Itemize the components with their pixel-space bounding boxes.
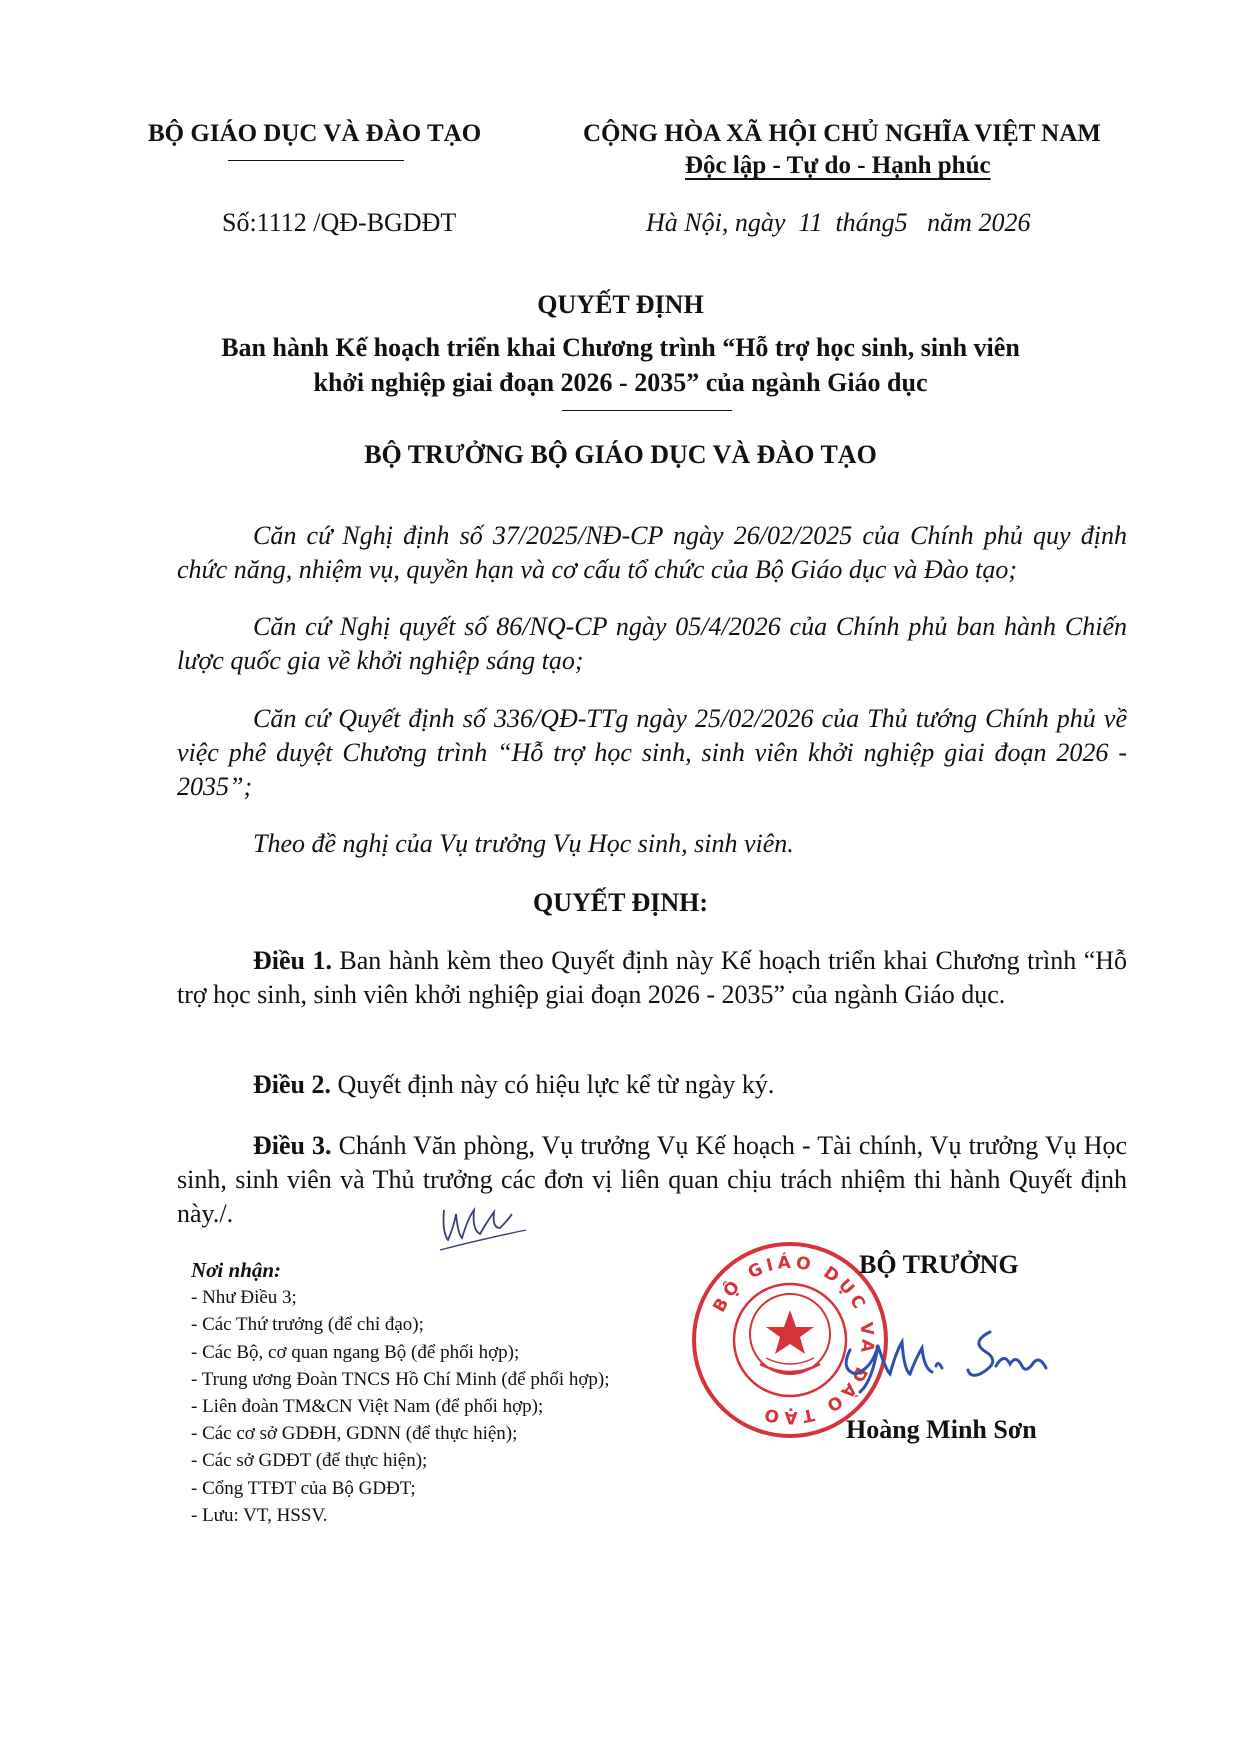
- article-2-text: Quyết định này có hiệu lực kể từ ngày ký.: [331, 1070, 775, 1099]
- recipient-item: - Liên đoàn TM&CN Việt Nam (để phối hợp);: [191, 1396, 544, 1418]
- legal-basis-3: Căn cứ Quyết định số 336/QĐ-TTg ngày 25/02/2026 của Thủ tướng Chính phủ về việc phê duyệt Chương trình “Hỗ trợ học sinh, sinh viên khởi nghiệp giai đoạn 2026 - 2035”;: [177, 704, 1127, 801]
- article-1-text: Ban hành kèm theo Quyết định này Kế hoạch triển khai Chương trình “Hỗ trợ học sinh, sinh viên khởi nghiệp giai đoạn 2026 - 2035” của ngành Giáo dục.: [177, 946, 1128, 1009]
- recipient-item: - Cổng TTĐT của Bộ GDĐT;: [191, 1477, 416, 1499]
- recipient-item: - Lưu: VT, HSSV.: [191, 1504, 328, 1526]
- article-1: [177, 944, 1127, 1012]
- seal-text: BỘ GIÁO DỤC VÀ ĐÀO TẠO: [709, 1252, 878, 1428]
- recipients-title: Nơi nhận:: [191, 1258, 282, 1282]
- subject-line-2: khởi nghiệp giai đoạn 2026 - 2035” của ngành Giáo dục: [313, 368, 928, 397]
- proposal-basis: Theo đề nghị của Vụ trưởng Vụ Học sinh, sinh viên.: [253, 829, 794, 858]
- recipient-item: - Các cơ sở GDĐH, GDNN (để thực hiện);: [191, 1423, 518, 1445]
- article-3-text: Chánh Văn phòng, Vụ trưởng Vụ Kế hoạch - Tài chính, Vụ trưởng Vụ Học sinh, sinh viên và Thủ trưởng các đơn vị liên quan chịu trách nhiệm thi hành Quyết định này./.: [177, 1131, 1128, 1228]
- recipient-item: - Các Bộ, cơ quan ngang Bộ (để phối hợp);: [191, 1341, 520, 1363]
- legal-basis-1: Căn cứ Nghị định số 37/2025/NĐ-CP ngày 26/02/2025 của Chính phủ quy định chức năng, nhiệm vụ, quyền hạn và cơ cấu tổ chức của Bộ Giáo dục và Đào tạo;: [177, 521, 1127, 584]
- document-title: QUYẾT ĐỊNH: [537, 290, 704, 319]
- title-underline: [562, 410, 732, 411]
- recipient-item: - Trung ương Đoàn TNCS Hồ Chí Minh (để phối hợp);: [191, 1368, 610, 1390]
- article-2-label: Điều 2.: [253, 1070, 331, 1099]
- country-name: CỘNG HÒA XÃ HỘI CHỦ NGHĨA VIỆT NAM: [583, 120, 1101, 147]
- article-3: [177, 1129, 1127, 1231]
- legal-basis-2: Căn cứ Nghị quyết số 86/NQ-CP ngày 05/4/2026 của Chính phủ ban hành Chiến lược quốc gia về khởi nghiệp sáng tạo;: [177, 612, 1127, 675]
- signer-position: BỘ TRƯỞNG: [859, 1250, 1019, 1279]
- recipient-item: - Như Điều 3;: [191, 1287, 297, 1309]
- place-date: Hà Nội, ngày 11 tháng5 năm 2026: [646, 208, 1031, 237]
- recipient-item: - Các Thứ trưởng (để chỉ đạo);: [191, 1314, 424, 1336]
- agency-name: BỘ GIÁO DỤC VÀ ĐÀO TẠO: [148, 120, 482, 147]
- recipients-block: [191, 1257, 610, 1529]
- article-2: [177, 1068, 1127, 1102]
- handwritten-signature: [820, 1312, 1070, 1402]
- initial-mark: [438, 1190, 528, 1260]
- national-motto: Độc lập - Tự do - Hạnh phúc: [685, 152, 991, 179]
- article-3-label: Điều 3.: [253, 1131, 332, 1160]
- agency-underline: [228, 160, 404, 161]
- decision-heading: QUYẾT ĐỊNH:: [532, 888, 709, 917]
- subject-line-1: Ban hành Kế hoạch triển khai Chương trình “Hỗ trợ học sinh, sinh viên: [221, 333, 1020, 362]
- recipient-item: - Các sở GDĐT (để thực hiện);: [191, 1450, 428, 1472]
- signer-name: Hoàng Minh Sơn: [846, 1415, 1037, 1444]
- issuing-authority: BỘ TRƯỞNG BỘ GIÁO DỤC VÀ ĐÀO TẠO: [364, 440, 877, 469]
- article-1-label: Điều 1.: [253, 946, 332, 975]
- document-number: Số:1112 /QĐ-BGDĐT: [222, 208, 457, 237]
